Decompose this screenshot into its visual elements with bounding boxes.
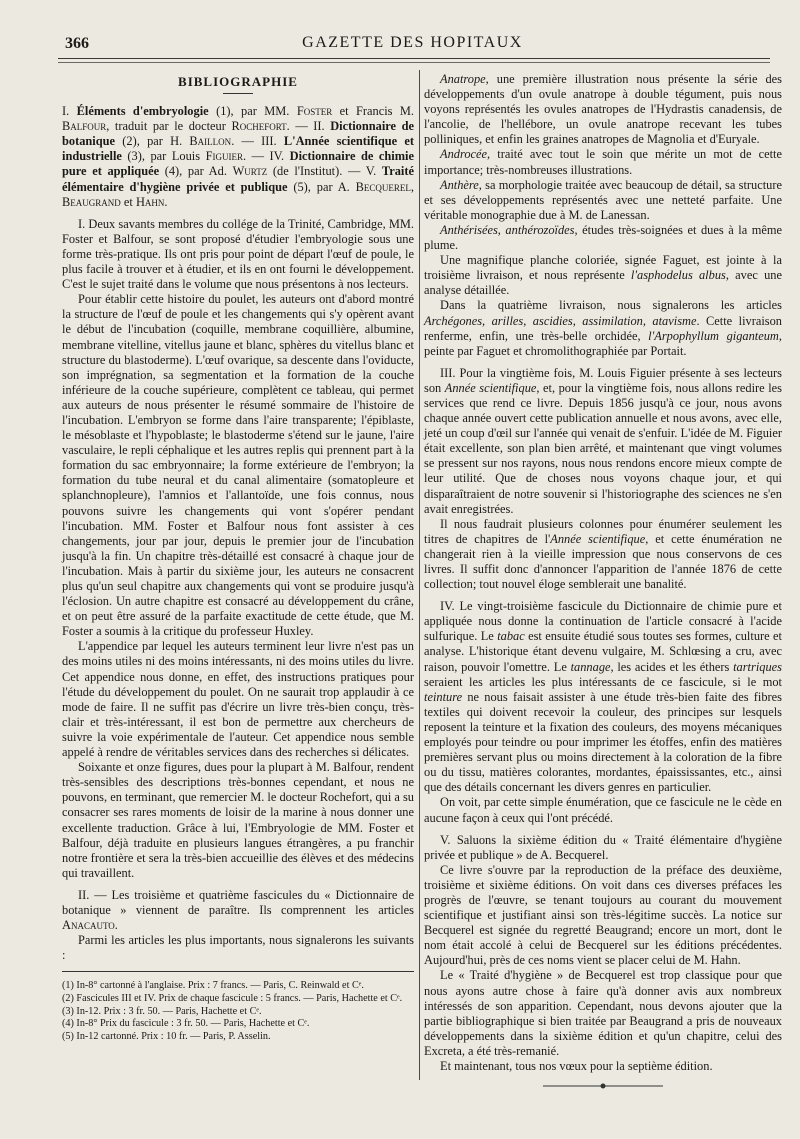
paragraph [424,366,782,517]
author: Rochefort [231,119,287,134]
paragraph [424,599,782,795]
text: (2), par H. [122,134,183,149]
author: Baillon [189,134,232,149]
paragraph [424,178,782,223]
journal-title: GAZETTE DES HOPITAUX [302,34,523,51]
footnote: (1) In-8° cartonné à l'anglaise. Prix : 7 francs. — Paris, C. Reinwald et Cᵉ. [62,980,364,992]
footnote-rule [62,971,414,972]
text: , études très-soignées et dues à la même plume. [424,222,782,253]
column-divider [419,70,420,1080]
text: , et, pour la vingtième fois, nous allons redire les services que rend ce livre. Depuis 1856 jusqu'à ce jour, nous avons chaque année ouvert cette publication annuelle et nous avons, avec elle, jeté un coup d'œil sur l'année qui venait de s'enfuir. L'idée de M. Figuier était excellente, son plan bien arrêté, et maintenant que vingt volumes se pressent sur nos rayons, nous nous rendons encore mieux compte de leur utilité. Que de choses nous voyons chaque jour, et qui disparaîtraient de notre souvenir si l'historiographe des sciences ne s'en avait enregistrées. [424,380,782,516]
author: Balfour [62,119,107,134]
paragraph [62,888,414,933]
term: teinture [424,689,463,704]
author: Hahn [135,194,165,209]
header-rule [58,58,770,59]
paragraph: Ce livre s'ouvre par la reproduction de la préface des deuxième, troisième et sixième éditions. On voit dans ces diverses préfaces les progrès de l'œuvre, se tenant toujours au courant du mouvement scientifique et justifiant ainsi son très-légitime succès. La notice sur Becquerel est signée du regretté Beaugrand; encore un mort, dont le nom était accolé à celui de Becquerel sur les éditions précédentes. Aujourd'hui, près de ces noms vient se placer celui de M. Hahn. [424,862,782,968]
paragraph: L'appendice par lequel les auteurs terminent leur livre n'est pas un des moins utiles ni des moins intéressants, ni des moins utiles du livre. Cet appendice nous donne, en effet, des instructions pratiques pour l'étude du développement du poulet. On ne saurait trop applaudir à ce mode de faire. Il ne suffit pas d'écrire un livre très-bien conçu, très-clair et très-intéressant, il est bon de permettre aux chercheurs de suivre la voie expérimentale de l'auteur. Cet appendice nous semble appelé à rendre de véritables services dans des recherches si délicates. [62,639,414,760]
footnotes [62,980,414,1043]
term: tannage [570,659,611,674]
book-title: Éléments d'embryologie [76,104,209,119]
author: Wurtz [232,164,268,179]
paragraph: Parmi les articles les plus importants, nous signalerons les suivants : [62,933,414,963]
book-title: Dictionnaire de chimie pure et appliquée [62,149,414,179]
end-ornament [424,1080,782,1095]
bibliography-list [62,104,414,210]
footnote: (5) In-12 cartonné. Prix : 10 fr. — Paris, P. Asselin. [62,1030,271,1042]
author: Foster [296,104,333,119]
term: tabac [497,629,525,644]
book-title: Dictionnaire de botanique [62,119,414,149]
text: seraient les articles les plus intéressants de ce fascicule, si le mot [424,674,782,689]
text: , sa morphologie traitée avec beaucoup de détail, sa structure et ses développements représentés avec une netteté parfaite. Une véritable monographie due à M. de Lanessan. [424,177,782,222]
text: III. Pour la vingtième fois, M. Louis Figuier présente à ses lecteurs son [424,365,782,395]
paragraph: Pour établir cette histoire du poulet, les auteurs ont d'abord montré la structure de l'œuf de poule et les changements qui s'y opèrent avant le début de l'incubation (coquille, membrane coquillière, albumine, membrane vitelline, vitellus jaune et blanc, sphères du vitellus blanc et structure du blastoderme). L'œuf ovarique, sa descente dans l'oviducte, son imprégnation, sa segmentation et la formation de la couche inférieure de la couche supérieure, complètent ce tableau, qui permet aux auteurs de nous présenter le résumé sommaire de l'histoire de l'incubation. L'embryon se forme dans l'aire transparente; l'épiblaste, le mésoblaste et l'hypoblaste; le blastoderme s'étend sur le jaune, l'aire vasculaire, le repli céphalique et les autres replis qui prennent part à la formation du sac embryonnaire; la forme extérieure de l'embryon; la formation du tube neural et du canal alimentaire (somatopleure et splanchnopleure), l'amnios et l'allantoïde, une fois connus, nous pouvons suivre les changements qui vont s'opérer pendant l'incubation. MM. Foster et Balfour nous font assister à ces changements, jour par jour, depuis le premier jour de l'incubation jusqu'à la fin. Un chapitre très-détaillé est consacré à chaque jour de l'incubation. Mais à partir du sixième jour, les auteurs ne consacrent plus qu'un seul chapitre aux changements qui vont se produire jusqu'à l'éclosion. Un autre chapitre est consacré au développement du crâne, et on peut être assuré de la parfaite exactitude de cette étude, que M. Foster a soumis à la critique du professeur Huxley. [62,292,414,639]
paragraph [424,517,782,592]
text: , traité avec tout le soin que mérite un mot de cette importance; très-nombreuses illustrations. [424,147,782,177]
term: Année scientifique [444,380,537,395]
text: ne nous faisait assister à une étude très-bien faite des fibres textiles qui doivent recevoir la couleur, des principes sur lesquels reposent la teinture et la fixation des couleurs, des moyens mécaniques employés pour teindre ou pour imprimer les étoffes, enfin des matières premières servant plus ou moins directement à la coloration de la fibre ou du tissu, matières colorantes, mordantes, épaississantes, etc., ainsi que des détails concernant les divers genres en particulier. [424,689,782,795]
text: , une première illustration nous présente la série des développements d'un ovule anatrope à double tégument, puis nous voyons représentés les ovules anatropes de l'Hydrastis canadensis, de l'ancolie, de l'hellébore, un ovule anatrope recevant les tubes polliniques, et enfin les graines anatropes de Magnolia et d'Euryale. [424,72,782,147]
right-column [424,72,782,1095]
author: Becquerel, Beaugrand [62,179,414,209]
text: IV. Le vingt-troisième fascicule du Dictionnaire de chimie pure et appliquée nous donne la continuation de l'article consacré à l'acide sulfurique. Le [424,599,782,644]
ornament-rule-icon [543,1082,663,1090]
paragraph [424,253,782,298]
text: , les acides et les éthers [610,659,730,674]
section-title-rule [223,93,253,94]
text: (4), par Ad. [164,164,227,179]
text: Anacauto [62,918,115,933]
text: (1), par MM. [216,104,290,119]
term: Anthère [440,177,479,192]
paragraph: Le « Traité d'hygiène » de Becquerel est trop classique pour que nous ayons autre chose à faire qu'à donner avis aux nombreux intéressés de son apparition. Cependant, nous devons ajouter que la partie bibliographique si bien traitée par Beaugrand a pris de nouveaux développements dans la sixième édition et qu'un chapitre, celui des Excreta, a été très-remanié. [424,968,782,1058]
footnote: (2) Fascicules III et IV. Prix de chaque fascicule : 5 francs. — Paris, Hachette et Cᵉ. [62,992,403,1004]
paragraph [424,72,782,147]
footnote: (3) In-12. Prix : 3 fr. 50. — Paris, Hachette et Cᵉ. [62,1005,262,1017]
author: Figuier [205,149,243,164]
text: . — IV. [242,149,285,164]
paragraph: On voit, par cette simple énumération, que ce fascicule ne le cède en aucune façon à ceux qui l'ont précédé. [424,795,782,825]
paragraph: V. Saluons la sixième édition du « Traité élémentaire d'hygiène privée et publique » de A. Becquerel. [424,832,782,862]
page-header [55,30,770,58]
text: , peinte par Faguet et chromolithographiée par Portait. [424,328,782,358]
text: . [164,194,168,209]
text: (de l'Institut). — V. [272,164,377,179]
term: Androcée [440,147,488,162]
text: II. — Les troisième et quatrième fascicules du « Dictionnaire de botanique » viennent de paraître. Ils comprennent les articles [62,887,414,917]
text: est ensuite étudié sous toutes ses formes, culture et analyse. L'historique étant devenu vulgaire, M. Schlœsing a cru, avec raison, pouvoir l'omettre. Le [424,629,782,674]
paragraph: Soixante et onze figures, dues pour la plupart à M. Balfour, rendent très-sensibles des descriptions très-bonnes cependant, et nous ne pouvons, en terminant, que remercier M. le docteur Rochefort, qui a su consacrer ses rares moments de loisir de la marine à nous donner une excellente traduction. Grâce à lui, l'Embryologie de MM. Foster et Balfour, déjà traduite en plusieurs langues étrangères, a pu franchir notre frontière et sera la très-bien accueillie des élèves et des médecins qui travaillent. [62,760,414,880]
text: et Francis M. [339,104,415,119]
text: et [123,194,133,209]
text: (3), par Louis [127,149,201,164]
term: l'asphodelus albus [630,268,726,283]
term: tartriques [733,659,782,674]
left-column [62,72,414,1043]
text: . [114,918,118,933]
term: l'Arpophyllum giganteum [648,328,779,343]
term: Anthérisées, anthérozoïdes [440,222,575,237]
term: Archégones, arilles, ascidies, assimilation, atavisme [424,313,697,328]
text: Une magnifique planche coloriée, signée Faguet, est jointe à la troisième livraison, et nous représente [424,253,782,283]
term: Anatrope [440,72,486,86]
text: , traduit par le docteur [106,119,226,134]
paragraph [424,298,782,358]
page-number: 366 [65,35,89,52]
paragraph [424,223,782,253]
text: Dans la quatrième livraison, nous signalerons les articles [440,298,782,313]
text: , et cette énumération ne changerait rien à la vieille impression que nous conservons de ces livres. Il suffit donc d'annoncer l'apparition de l'année 1876 de cette collection; tout nouvel éloge semblerait une banalité. [424,531,782,592]
item-number: I. [62,104,70,119]
text: . Cette livraison renferme, enfin, une très-belle orchidée, [424,313,782,343]
paragraph: Et maintenant, tous nos vœux pour la septième édition. [440,1059,713,1073]
header-rule-thin [58,62,770,63]
text: (5), par A. [293,179,350,194]
text: . — III. [231,134,277,149]
book-title: L'Année scientifique et industrielle [62,134,414,164]
text: , avec une analyse détaillée. [424,268,782,298]
book-title: Traité élémentaire d'hygiène privée et publique [62,164,414,194]
paragraph: I. Deux savants membres du collége de la Trinité, Cambridge, MM. Foster et Balfour, se sont proposé d'étudier l'embryologie sous une forme très-pratique. Ils ont pris pour point de départ l'œuf de poule, le plus facile à trouver et à étudier, et ils en ont fourni le développement. C'est le sujet traité dans le volume que nous présentons à nos lecteurs. [62,216,414,292]
text: . — II. [286,119,325,134]
footnote: (4) In-8° Prix du fascicule : 3 fr. 50. — Paris, Hachette et Cᵉ. [62,1018,310,1030]
paragraph [424,147,782,177]
section-title: BIBLIOGRAPHIE [178,74,298,89]
term: Année scientifique [550,531,646,546]
text: Il nous faudrait plusieurs colonnes pour énumérer seulement les titres de chapitres de l' [424,516,782,546]
